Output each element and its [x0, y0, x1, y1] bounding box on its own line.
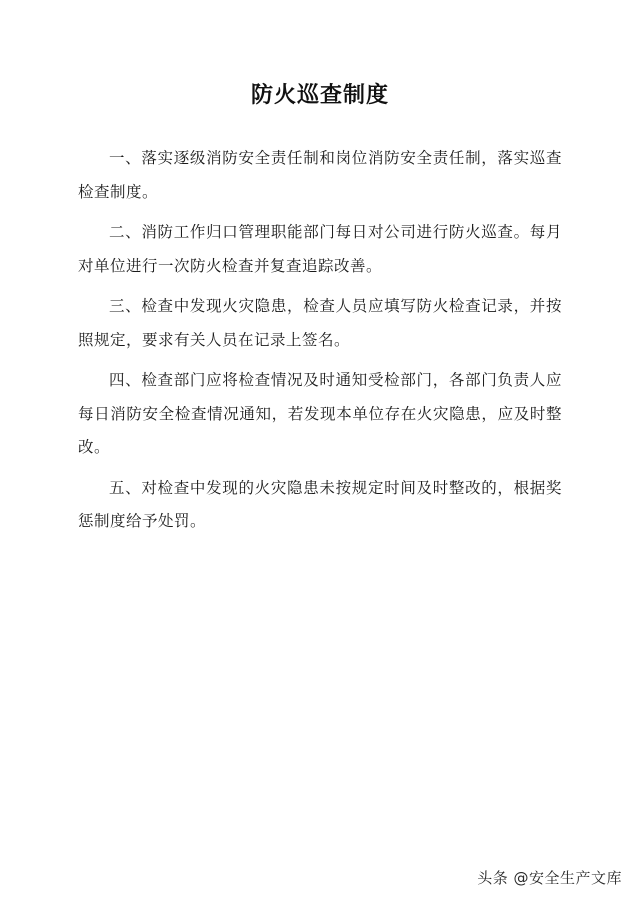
- paragraph-1: 一、落实逐级消防安全责任制和岗位消防安全责任制，落实巡查检查制度。: [78, 149, 562, 201]
- paragraph-4: 四、检查部门应将检查情况及时通知受检部门，各部门负责人应每日消防安全检查情况通知，若发现本单位存在火灾隐患，应及时整改。: [78, 371, 562, 456]
- document-title: 防火巡查制度: [250, 83, 389, 108]
- paragraph-2: 二、消防工作归口管理职能部门每日对公司进行防火巡查。每月对单位进行一次防火检查并复查追踪改善。: [78, 223, 562, 275]
- paragraph-5: 五、对检查中发现的火灾隐患未按规定时间及时整改的，根据奖惩制度给予处罚。: [78, 478, 562, 530]
- paragraph-3: 三、检查中发现火灾隐患，检查人员应填写防火检查记录，并按照规定，要求有关人员在记录上签名。: [78, 297, 562, 349]
- document-body: [78, 142, 562, 546]
- source-watermark: 头条 @安全生产文库: [477, 869, 622, 887]
